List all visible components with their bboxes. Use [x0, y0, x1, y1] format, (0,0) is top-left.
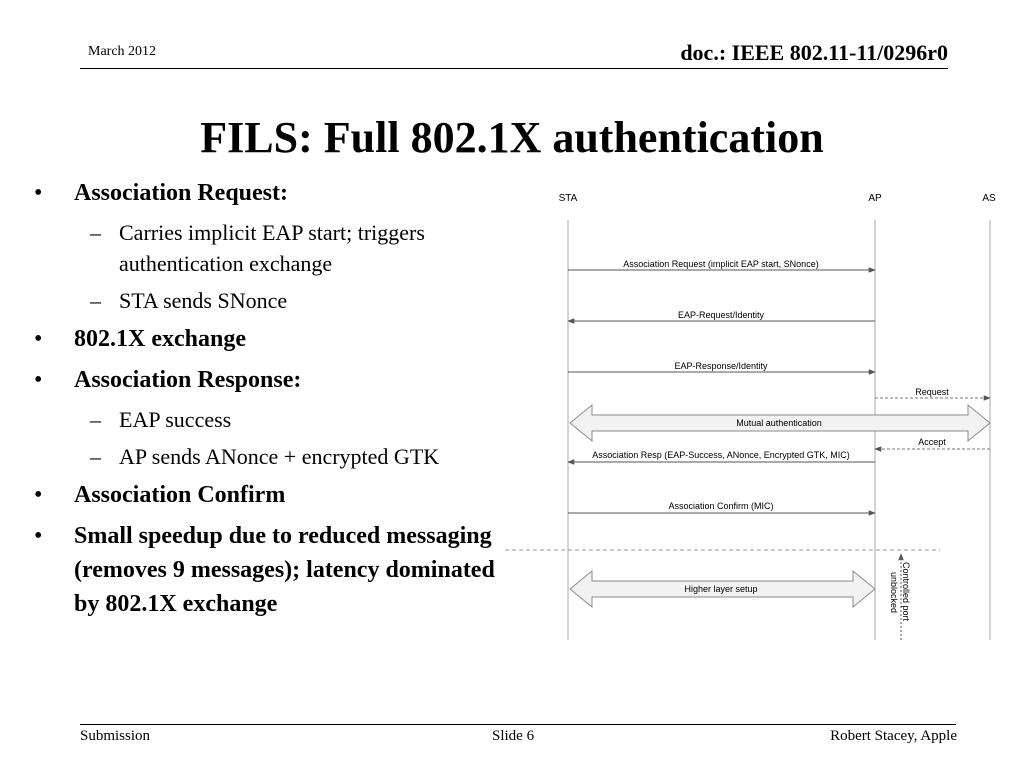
footer-left: Submission	[80, 728, 151, 744]
msg-label-accept: Accept	[918, 437, 946, 447]
sub-bullet-text: EAP success	[119, 407, 232, 432]
msg-label-eap-response-identity: EAP-Response/Identity	[674, 361, 768, 371]
slide-title: FILS: Full 802.1X authentication	[200, 113, 824, 162]
bullet-dot: •	[34, 482, 43, 508]
msg-label-assoc-resp: Association Resp (EAP-Success, ANonce, Encrypted GTK, MIC)	[592, 450, 850, 460]
msg-label-higher-layer: Higher layer setup	[684, 584, 758, 594]
bullet-text: Association Confirm	[74, 482, 286, 508]
sub-bullet-dash: –	[90, 407, 101, 432]
bullet-dot: •	[34, 367, 43, 393]
sub-bullet-text: STA sends SNonce	[119, 288, 288, 313]
footer-rule	[80, 724, 956, 725]
bullet-dot: •	[34, 523, 43, 549]
header-date: March 2012	[88, 44, 157, 59]
sub-bullet-dash: –	[90, 288, 101, 313]
footer-slide-number: Slide 6	[492, 728, 535, 744]
lifeline-label-ap: AP	[868, 193, 882, 204]
controlled-port-label-line2: unblocked	[889, 572, 899, 614]
bullet-text: Small speedup due to reduced messaging (removes 9 messages); latency dominated by 802.1X exchange	[74, 523, 495, 617]
msg-label-assoc-confirm: Association Confirm (MIC)	[668, 501, 774, 511]
msg-label-eap-request-identity: EAP-Request/Identity	[677, 310, 765, 320]
bullet-text: 802.1X exchange	[74, 326, 246, 352]
lifeline-label-as: AS	[982, 193, 996, 204]
msg-label-assoc-request: Association Request (implicit EAP start, SNonce)	[623, 259, 819, 269]
sub-bullet-dash: –	[90, 220, 101, 245]
header-doc-id: doc.: IEEE 802.11-11/0296r0	[680, 40, 948, 65]
bullet-text: Association Response:	[74, 367, 302, 393]
msg-label-request: Request	[915, 387, 949, 397]
msg-label-mutual-auth: Mutual authentication	[736, 418, 822, 428]
controlled-port-label-line1: Controlled port	[901, 562, 911, 622]
footer-author: Robert Stacey, Apple	[830, 728, 957, 744]
bullet-text: Association Request:	[74, 180, 288, 206]
bullet-dot: •	[34, 180, 43, 206]
bullet-dot: •	[34, 326, 43, 352]
sub-bullet-text: AP sends ANonce + encrypted GTK	[119, 444, 440, 469]
sub-bullet-text: Carries implicit EAP start; triggers authentication exchange	[119, 220, 425, 276]
sub-bullet-dash: –	[90, 444, 101, 469]
lifeline-label-sta: STA	[558, 193, 578, 204]
